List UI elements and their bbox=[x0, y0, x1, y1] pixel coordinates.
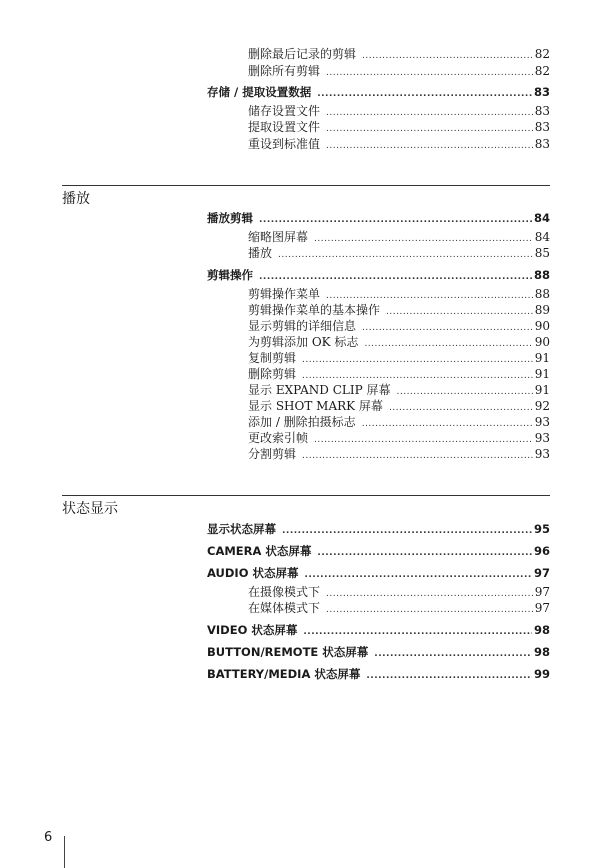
toc-entry-title: 提取设置文件 bbox=[248, 120, 321, 134]
toc-leader bbox=[326, 105, 533, 119]
toc-entry bbox=[248, 229, 550, 245]
toc-entry bbox=[248, 382, 550, 398]
toc-leader bbox=[282, 523, 532, 537]
toc-entry-title: 储存设置文件 bbox=[248, 104, 321, 118]
toc-entry-page: 82 bbox=[534, 47, 550, 61]
toc-entry-title: 分割剪辑 bbox=[248, 447, 297, 461]
toc-entry-page: 84 bbox=[533, 211, 550, 225]
toc-entry-page: 84 bbox=[534, 230, 550, 244]
toc-entry bbox=[207, 666, 550, 682]
toc-entry-page: 98 bbox=[533, 645, 550, 659]
toc-entry-page: 88 bbox=[533, 268, 550, 282]
toc-entry-title: BUTTON/REMOTE 状态屏幕 bbox=[207, 645, 369, 659]
toc-entry bbox=[248, 600, 550, 616]
toc-entry bbox=[248, 119, 550, 135]
toc-entry-title: 剪辑操作菜单的基本操作 bbox=[248, 303, 381, 317]
toc-entry-title: 播放剪辑 bbox=[207, 211, 253, 225]
toc-entry-page: 85 bbox=[534, 246, 550, 260]
toc-entry-title: 为剪辑添加 OK 标志 bbox=[248, 335, 359, 349]
toc-entry bbox=[248, 103, 550, 119]
toc-entry-page: 83 bbox=[534, 137, 550, 151]
section-divider bbox=[62, 495, 550, 496]
toc-leader bbox=[374, 646, 532, 660]
toc-entry-title: 显示 SHOT MARK 屏幕 bbox=[248, 399, 383, 413]
toc-leader bbox=[326, 121, 533, 135]
toc-entry-title: 添加 / 删除拍摄标志 bbox=[248, 415, 356, 429]
toc-entry-page: 83 bbox=[534, 104, 550, 118]
toc-entry-title: 在摄像模式下 bbox=[248, 585, 321, 599]
toc-entry-page: 91 bbox=[534, 367, 550, 381]
toc-entry-page: 90 bbox=[534, 335, 550, 349]
toc-entry-title: 剪辑操作 bbox=[207, 268, 253, 282]
toc-entry bbox=[248, 286, 550, 302]
toc-entry bbox=[248, 334, 550, 350]
toc-entry-title: 删除最后记录的剪辑 bbox=[248, 47, 357, 61]
toc-leader bbox=[317, 86, 532, 100]
toc-leader bbox=[302, 448, 533, 462]
toc-entry bbox=[248, 446, 550, 462]
toc-leader bbox=[386, 304, 533, 318]
toc-entry-title: BATTERY/MEDIA 状态屏幕 bbox=[207, 667, 361, 681]
toc-leader bbox=[302, 368, 533, 382]
toc-entry-title: CAMERA 状态屏幕 bbox=[207, 544, 312, 558]
toc-entry bbox=[248, 584, 550, 600]
toc-leader bbox=[362, 48, 533, 62]
toc-entry-page: 97 bbox=[534, 585, 550, 599]
toc-entry-page: 96 bbox=[533, 544, 550, 558]
toc-entry bbox=[248, 302, 550, 318]
toc-entry-page: 89 bbox=[534, 303, 550, 317]
toc-entry bbox=[248, 136, 550, 152]
toc-leader bbox=[259, 212, 532, 226]
toc-entry-title: 更改索引帧 bbox=[248, 431, 309, 445]
toc-leader bbox=[326, 138, 533, 152]
toc-entry bbox=[207, 622, 550, 638]
toc-entry-page: 93 bbox=[534, 431, 550, 445]
toc-entry-page: 99 bbox=[533, 667, 550, 681]
toc-entry bbox=[207, 210, 550, 226]
toc-entry-page: 93 bbox=[534, 415, 550, 429]
toc-entry-title: AUDIO 状态屏幕 bbox=[207, 566, 299, 580]
toc-entry-title: 在媒体模式下 bbox=[248, 601, 321, 615]
toc-leader bbox=[317, 545, 532, 559]
toc-entry-title: 显示状态屏幕 bbox=[207, 522, 276, 536]
toc-entry bbox=[248, 350, 550, 366]
section-heading-status: 状态显示 bbox=[62, 501, 118, 517]
toc-leader bbox=[326, 288, 533, 302]
toc-entry-page: 82 bbox=[534, 64, 550, 78]
toc-leader bbox=[364, 336, 532, 350]
toc-entry bbox=[207, 644, 550, 660]
toc-entry-title: 显示 EXPAND CLIP 屏幕 bbox=[248, 383, 391, 397]
toc-entry bbox=[248, 398, 550, 414]
toc-entry bbox=[207, 565, 550, 581]
toc-entry-page: 97 bbox=[533, 566, 550, 580]
toc-entry bbox=[248, 366, 550, 382]
toc-entry bbox=[207, 543, 550, 559]
toc-entry-page: 97 bbox=[534, 601, 550, 615]
toc-entry-title: 播放 bbox=[248, 246, 273, 260]
toc-leader bbox=[366, 668, 532, 682]
toc-leader bbox=[314, 231, 533, 245]
toc-leader bbox=[396, 384, 532, 398]
toc-leader bbox=[314, 432, 533, 446]
toc-leader bbox=[278, 247, 533, 261]
toc-entry-page: 98 bbox=[533, 623, 550, 637]
toc-entry bbox=[248, 245, 550, 261]
toc-entry bbox=[248, 63, 550, 79]
toc-entry-title: 缩略图屏幕 bbox=[248, 230, 309, 244]
toc-entry-page: 91 bbox=[534, 383, 550, 397]
toc-entry-page: 95 bbox=[533, 522, 550, 536]
toc-entry bbox=[248, 414, 550, 430]
page-number: 6 bbox=[44, 830, 53, 845]
toc-leader bbox=[303, 624, 532, 638]
toc-entry-title: 删除剪辑 bbox=[248, 367, 297, 381]
section-heading-playback: 播放 bbox=[62, 191, 90, 207]
toc-entry bbox=[248, 430, 550, 446]
toc-entry-page: 93 bbox=[534, 447, 550, 461]
toc-entry bbox=[248, 318, 550, 334]
toc-leader bbox=[389, 400, 533, 414]
toc-entry-title: 删除所有剪辑 bbox=[248, 64, 321, 78]
toc-entry-title: 存储 / 提取设置数据 bbox=[207, 85, 312, 99]
toc-entry-page: 92 bbox=[534, 399, 550, 413]
section-divider bbox=[62, 185, 550, 186]
toc-entry-page: 90 bbox=[534, 319, 550, 333]
toc-leader bbox=[259, 269, 532, 283]
toc-leader bbox=[326, 602, 533, 616]
toc-entry-page: 91 bbox=[534, 351, 550, 365]
toc-leader bbox=[362, 320, 533, 334]
toc-entry-title: 复制剪辑 bbox=[248, 351, 297, 365]
toc-entry-page: 83 bbox=[533, 85, 550, 99]
toc-entry-page: 88 bbox=[534, 287, 550, 301]
toc-leader bbox=[326, 65, 533, 79]
toc-leader bbox=[362, 416, 533, 430]
toc-leader bbox=[326, 586, 533, 600]
toc-entry-page: 83 bbox=[534, 120, 550, 134]
toc-entry bbox=[248, 46, 550, 62]
toc-entry-title: 重设到标准值 bbox=[248, 137, 321, 151]
toc-leader bbox=[302, 352, 533, 366]
toc-entry bbox=[207, 521, 550, 537]
page-margin-line bbox=[64, 836, 65, 868]
toc-entry-title: VIDEO 状态屏幕 bbox=[207, 623, 298, 637]
toc-entry-title: 显示剪辑的详细信息 bbox=[248, 319, 357, 333]
toc-entry-title: 剪辑操作菜单 bbox=[248, 287, 321, 301]
toc-entry bbox=[207, 84, 550, 100]
toc-leader bbox=[305, 567, 532, 581]
toc-entry bbox=[207, 267, 550, 283]
